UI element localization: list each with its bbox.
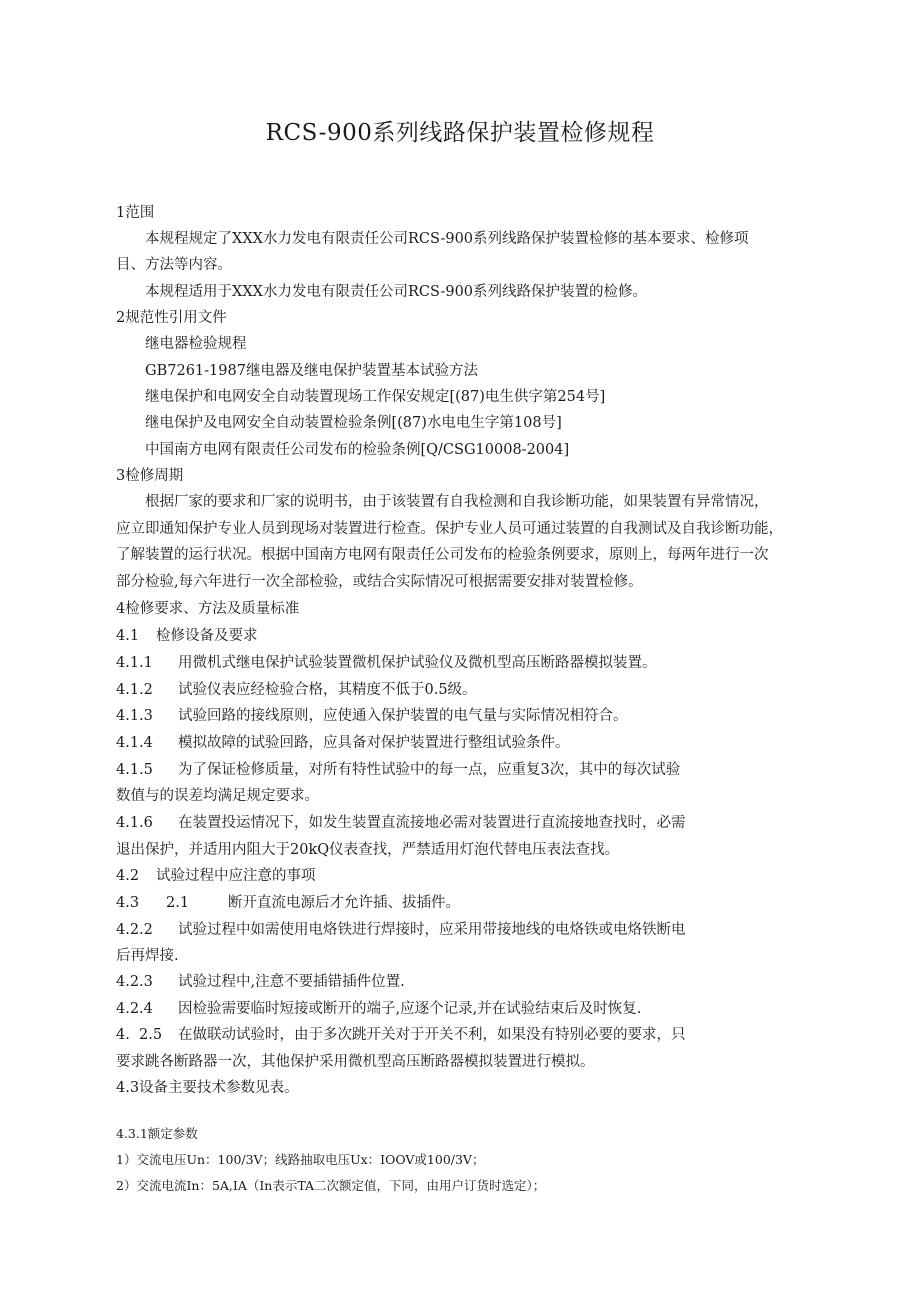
section-3-line: 了解装置的运行状况。根据中国南方电网有限责任公司发布的检验条例要求，原则上，每两年进行一次	[116, 547, 769, 563]
clause-text: 试验过程中,注意不要插错插件位置.	[178, 974, 405, 990]
clause-continuation: 退出保护，并适用内阻大于20kQ仪表查找，严禁适用灯泡代替电压表法查找。	[116, 842, 620, 858]
clause-number: 4.1.1	[116, 655, 153, 671]
section-3-line: 应立即通知保护专业人员到现场对装置进行检查。保护专业人员可通过装置的自我测试及自我诊断功能，	[116, 521, 783, 537]
clause-number: 4.2.2	[116, 922, 153, 938]
clause-text: 模拟故障的试验回路，应具备对保护装置进行整组试验条件。	[178, 735, 570, 751]
subsection-4-2	[116, 866, 316, 886]
clause-text: 试验仪表应经检验合格，其精度不低于0.5级。	[178, 682, 477, 698]
clause-text: 为了保证检修质量，对所有特性试验中的每一点，应重复3次，其中的每次试验	[178, 762, 681, 778]
reference-item: 继电器检验规程	[145, 336, 247, 352]
subsection-number: 4.2	[116, 868, 140, 884]
reference-item: GB7261-1987继电器及继电保护装置基本试验方法	[145, 363, 478, 379]
section-1-paragraph-2: 本规程适用于XXX水力发电有限责任公司RCS-900系列线路保护装置的检修。	[145, 284, 648, 300]
section-1-heading: 1范围	[116, 205, 155, 221]
clause-text: 在装置投运情况下，如发生装置直流接地必需对装置进行直流接地查找时，必需	[178, 815, 686, 831]
clause-number: 4.3	[116, 895, 140, 911]
clause-item	[116, 760, 680, 780]
clause-number: 4.1.6	[116, 815, 153, 831]
reference-item: 中国南方电网有限责任公司发布的检验条例[Q/CSG10008-2004]	[145, 442, 570, 458]
clause-number: 4.1.5	[116, 762, 153, 778]
section-3-line: 根据厂家的要求和厂家的说明书，由于该装置有自我检测和自我诊断功能，如果装置有异常情况，	[145, 494, 769, 510]
clause-item	[116, 972, 405, 992]
clause-number: 4.2.4	[116, 1001, 153, 1017]
subsection-text: 试验过程中应注意的事项	[156, 868, 316, 884]
clause-item	[116, 680, 477, 700]
document-title: RCS-900系列线路保护装置检修规程	[265, 120, 655, 146]
clause-text: 因检验需要临时短接或断开的端子,应逐个记录,并在试验结束后及时恢复.	[178, 1001, 642, 1017]
rated-parameter-line: 2）交流电流In：5A,IA（In表示TA二次额定值，下同，由用户订货时选定）；	[116, 1178, 546, 1193]
clause-text: 断开直流电源后才允许插、拔插件。	[228, 895, 460, 911]
rated-parameter-line: 1）交流电压Un：100/3V；线路抽取电压Ux：IOOV或100/3V；	[116, 1152, 485, 1167]
clause-item	[116, 999, 641, 1019]
section-3-heading: 3检修周期	[116, 468, 184, 484]
section-1-paragraph-1b: 目、方法等内容。	[116, 257, 232, 273]
reference-item: 继电保护和电网安全自动装置现场工作保安规定[(87)电生供字第254号]	[145, 389, 606, 405]
clause-number: 4.1.4	[116, 735, 153, 751]
clause-text: 试验回路的接线原则，应使通入保护装置的电气量与实际情况相符合。	[178, 708, 628, 724]
subsection-4-3-1-heading: 4.3.1额定参数	[116, 1126, 198, 1141]
clause-continuation: 要求跳各断路器一次，其他保护采用微机型高压断路器模拟装置进行模拟。	[116, 1054, 595, 1070]
clause-number: 4.1.3	[116, 708, 153, 724]
section-4-heading: 4检修要求、方法及质量标准	[116, 601, 300, 617]
clause-item	[116, 1025, 686, 1045]
clause-continuation: 后再焊接.	[116, 948, 179, 964]
subsection-4-1	[116, 626, 258, 646]
clause-continuation: 数值与的误差均满足规定要求。	[116, 788, 319, 804]
clause-number: 4.2.3	[116, 974, 153, 990]
section-3-line: 部分检验,每六年进行一次全部检验，或结合实际情况可根据需要安排对装置检修。	[116, 574, 643, 590]
clause-number: 4. 2.5	[116, 1027, 163, 1043]
clause-text: 在做联动试验时，由于多次跳开关对于开关不利，如果没有特别必要的要求，只	[178, 1027, 686, 1043]
clause-text: 用微机式继电保护试验装置微机保护试验仪及微机型高压断路器模拟装置。	[178, 655, 657, 671]
reference-item: 继电保护及电网安全自动装置检验条例[(87)水电电生字第108号]	[145, 415, 562, 431]
subsection-4-3: 4.3设备主要技术参数见表。	[116, 1080, 299, 1096]
clause-item	[116, 706, 628, 726]
clause-item	[116, 813, 686, 833]
clause-number-2: 2.1	[166, 895, 190, 911]
section-1-paragraph-1a: 本规程规定了XXX水力发电有限责任公司RCS-900系列线路保护装置检修的基本要求、检修项	[145, 231, 749, 247]
clause-item	[116, 920, 686, 940]
clause-item	[116, 893, 460, 913]
clause-item	[116, 653, 657, 673]
subsection-text: 检修设备及要求	[156, 628, 258, 644]
clause-item	[116, 733, 570, 753]
section-2-heading: 2规范性引用文件	[116, 310, 227, 326]
clause-text: 试验过程中如需使用电烙铁进行焊接时，应采用带接地线的电烙铁或电烙铁断电	[178, 922, 686, 938]
subsection-number: 4.1	[116, 628, 140, 644]
clause-number: 4.1.2	[116, 682, 153, 698]
